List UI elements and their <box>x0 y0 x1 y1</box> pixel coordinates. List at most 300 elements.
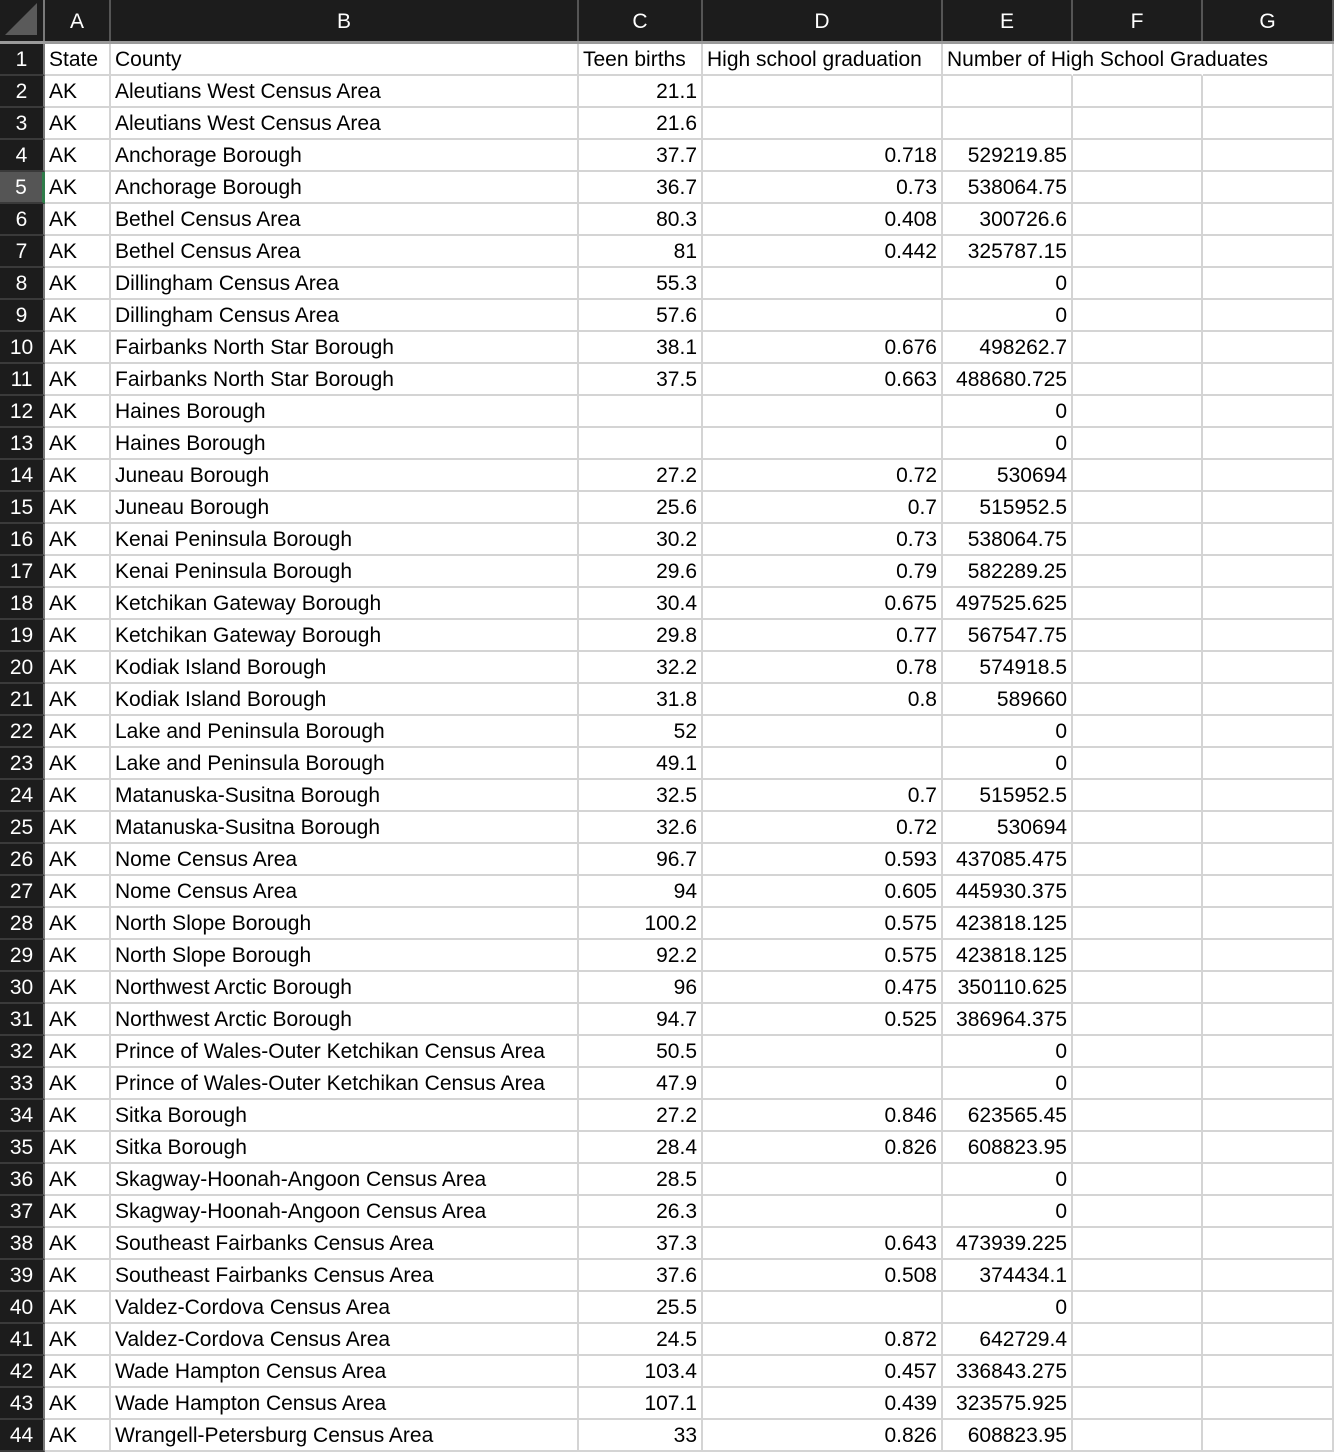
cell-f[interactable] <box>1073 76 1203 108</box>
cell-f[interactable] <box>1073 908 1203 940</box>
cell-f[interactable] <box>1073 684 1203 716</box>
cell-state[interactable]: AK <box>45 1388 111 1420</box>
cell-hs-graduation[interactable]: 0.605 <box>703 876 943 908</box>
cell-teen-births[interactable]: 37.5 <box>579 364 703 396</box>
cell-hs-graduates[interactable]: 473939.225 <box>943 1228 1073 1260</box>
cell-hs-graduation[interactable]: 0.525 <box>703 1004 943 1036</box>
row-number[interactable]: 9 <box>0 300 45 332</box>
cell-f[interactable] <box>1073 1228 1203 1260</box>
cell-hs-graduation[interactable]: 0.718 <box>703 140 943 172</box>
cell-hs-graduation[interactable]: 0.575 <box>703 908 943 940</box>
row-number[interactable]: 18 <box>0 588 45 620</box>
cell-hs-graduates[interactable]: 608823.95 <box>943 1132 1073 1164</box>
cell-f[interactable] <box>1073 716 1203 748</box>
cell-f[interactable] <box>1073 396 1203 428</box>
row-number[interactable]: 31 <box>0 1004 45 1036</box>
cell-teen-births[interactable]: 31.8 <box>579 684 703 716</box>
cell-f[interactable] <box>1073 748 1203 780</box>
cell-hs-graduation-header[interactable]: High school graduation <box>703 44 943 76</box>
row-number[interactable]: 3 <box>0 108 45 140</box>
cell-teen-births[interactable]: 103.4 <box>579 1356 703 1388</box>
cell-f[interactable] <box>1073 236 1203 268</box>
cell-state[interactable]: AK <box>45 748 111 780</box>
cell-state[interactable]: AK <box>45 844 111 876</box>
cell-state[interactable]: AK <box>45 460 111 492</box>
cell-hs-graduates[interactable]: 0 <box>943 1068 1073 1100</box>
cell-f[interactable] <box>1073 876 1203 908</box>
cell-county[interactable]: Wrangell-Petersburg Census Area <box>111 1420 579 1452</box>
cell-teen-births-header[interactable]: Teen births <box>579 44 703 76</box>
row-number[interactable]: 11 <box>0 364 45 396</box>
cell-state[interactable]: AK <box>45 140 111 172</box>
cell-g[interactable] <box>1203 844 1334 876</box>
cell-hs-graduates[interactable]: 336843.275 <box>943 1356 1073 1388</box>
cell-f[interactable] <box>1073 1004 1203 1036</box>
cell-teen-births[interactable]: 81 <box>579 236 703 268</box>
cell-hs-graduates[interactable]: 386964.375 <box>943 1004 1073 1036</box>
cell-g[interactable] <box>1203 396 1334 428</box>
cell-f[interactable] <box>1073 940 1203 972</box>
cell-teen-births[interactable]: 50.5 <box>579 1036 703 1068</box>
cell-state[interactable]: AK <box>45 876 111 908</box>
cell-g[interactable] <box>1203 684 1334 716</box>
row-number[interactable]: 14 <box>0 460 45 492</box>
cell-g[interactable] <box>1203 332 1334 364</box>
cell-hs-graduation[interactable]: 0.78 <box>703 652 943 684</box>
cell-hs-graduation[interactable]: 0.475 <box>703 972 943 1004</box>
cell-teen-births[interactable]: 107.1 <box>579 1388 703 1420</box>
cell-hs-graduates[interactable]: 530694 <box>943 812 1073 844</box>
cell-hs-graduates-header[interactable]: Number of High School Graduates <box>943 44 1073 76</box>
cell-hs-graduation[interactable] <box>703 716 943 748</box>
cell-hs-graduation[interactable] <box>703 1164 943 1196</box>
row-number[interactable]: 1 <box>0 44 45 76</box>
row-number[interactable]: 6 <box>0 204 45 236</box>
cell-f[interactable] <box>1073 332 1203 364</box>
cell-county[interactable]: North Slope Borough <box>111 940 579 972</box>
cell-county[interactable]: Juneau Borough <box>111 460 579 492</box>
cell-hs-graduation[interactable]: 0.72 <box>703 812 943 844</box>
cell-state[interactable]: AK <box>45 1324 111 1356</box>
cell-f[interactable] <box>1073 780 1203 812</box>
cell-hs-graduates[interactable]: 567547.75 <box>943 620 1073 652</box>
cell-f[interactable] <box>1073 812 1203 844</box>
cell-f[interactable] <box>1073 588 1203 620</box>
cell-teen-births[interactable] <box>579 396 703 428</box>
row-number[interactable]: 4 <box>0 140 45 172</box>
cell-hs-graduation[interactable]: 0.7 <box>703 780 943 812</box>
cell-hs-graduates[interactable] <box>943 76 1073 108</box>
cell-f[interactable] <box>1073 652 1203 684</box>
cell-hs-graduates[interactable]: 445930.375 <box>943 876 1073 908</box>
cell-county[interactable]: Wade Hampton Census Area <box>111 1388 579 1420</box>
cell-state[interactable]: AK <box>45 1292 111 1324</box>
cell-hs-graduation[interactable]: 0.8 <box>703 684 943 716</box>
cell-teen-births[interactable]: 80.3 <box>579 204 703 236</box>
cell-hs-graduation[interactable] <box>703 396 943 428</box>
cell-g[interactable] <box>1203 972 1334 1004</box>
cell-hs-graduation[interactable]: 0.79 <box>703 556 943 588</box>
cell-state[interactable]: AK <box>45 428 111 460</box>
cell-state[interactable]: AK <box>45 76 111 108</box>
cell-g[interactable] <box>1203 748 1334 780</box>
cell-state[interactable]: AK <box>45 620 111 652</box>
cell-county[interactable]: Fairbanks North Star Borough <box>111 364 579 396</box>
row-number[interactable]: 28 <box>0 908 45 940</box>
cell-state[interactable]: AK <box>45 364 111 396</box>
cell-g[interactable] <box>1203 428 1334 460</box>
cell-g[interactable] <box>1203 492 1334 524</box>
cell-f[interactable] <box>1073 844 1203 876</box>
cell-county[interactable]: Kodiak Island Borough <box>111 652 579 684</box>
row-number[interactable]: 17 <box>0 556 45 588</box>
cell-g[interactable] <box>1203 1292 1334 1324</box>
cell-county[interactable]: Wade Hampton Census Area <box>111 1356 579 1388</box>
cell-county[interactable]: Kenai Peninsula Borough <box>111 524 579 556</box>
cell-f[interactable] <box>1073 1132 1203 1164</box>
cell-county[interactable]: Dillingham Census Area <box>111 300 579 332</box>
cell-state-header[interactable]: State <box>45 44 111 76</box>
cell-hs-graduation[interactable] <box>703 1036 943 1068</box>
cell-teen-births[interactable]: 29.6 <box>579 556 703 588</box>
cell-hs-graduates[interactable]: 538064.75 <box>943 524 1073 556</box>
cell-g[interactable] <box>1203 716 1334 748</box>
cell-teen-births[interactable]: 21.6 <box>579 108 703 140</box>
row-number[interactable]: 19 <box>0 620 45 652</box>
cell-state[interactable]: AK <box>45 972 111 1004</box>
cell-f[interactable] <box>1073 620 1203 652</box>
cell-county[interactable]: Valdez-Cordova Census Area <box>111 1292 579 1324</box>
cell-f[interactable] <box>1073 524 1203 556</box>
cell-f[interactable] <box>1073 204 1203 236</box>
cell-hs-graduation[interactable] <box>703 428 943 460</box>
cell-g[interactable] <box>1203 172 1334 204</box>
cell-hs-graduation[interactable]: 0.826 <box>703 1420 943 1452</box>
cell-county[interactable]: Sitka Borough <box>111 1100 579 1132</box>
cell-f[interactable] <box>1073 1164 1203 1196</box>
cell-teen-births[interactable]: 52 <box>579 716 703 748</box>
cell-teen-births[interactable] <box>579 428 703 460</box>
row-number[interactable]: 21 <box>0 684 45 716</box>
cell-county[interactable]: Aleutians West Census Area <box>111 108 579 140</box>
cell-county[interactable]: Kodiak Island Borough <box>111 684 579 716</box>
cell-county[interactable]: Bethel Census Area <box>111 204 579 236</box>
cell-county[interactable]: Lake and Peninsula Borough <box>111 716 579 748</box>
cell-hs-graduates[interactable]: 574918.5 <box>943 652 1073 684</box>
cell-hs-graduates[interactable]: 589660 <box>943 684 1073 716</box>
cell-g[interactable] <box>1203 780 1334 812</box>
cell-teen-births[interactable]: 30.4 <box>579 588 703 620</box>
row-number[interactable]: 2 <box>0 76 45 108</box>
cell-state[interactable]: AK <box>45 556 111 588</box>
cell-f[interactable] <box>1073 972 1203 1004</box>
cell-hs-graduates[interactable]: 0 <box>943 428 1073 460</box>
cell-hs-graduation[interactable]: 0.442 <box>703 236 943 268</box>
cell-hs-graduation[interactable]: 0.457 <box>703 1356 943 1388</box>
cell-hs-graduation[interactable]: 0.73 <box>703 524 943 556</box>
cell-hs-graduation[interactable]: 0.72 <box>703 460 943 492</box>
cell-teen-births[interactable]: 49.1 <box>579 748 703 780</box>
cell-teen-births[interactable]: 28.4 <box>579 1132 703 1164</box>
cell-state[interactable]: AK <box>45 1420 111 1452</box>
row-number[interactable]: 29 <box>0 940 45 972</box>
cell-hs-graduates[interactable]: 497525.625 <box>943 588 1073 620</box>
cell-f[interactable] <box>1073 1324 1203 1356</box>
cell-county[interactable]: Lake and Peninsula Borough <box>111 748 579 780</box>
cell-county[interactable]: Sitka Borough <box>111 1132 579 1164</box>
cell-teen-births[interactable]: 94 <box>579 876 703 908</box>
cell-teen-births[interactable]: 55.3 <box>579 268 703 300</box>
cell-hs-graduation[interactable] <box>703 76 943 108</box>
cell-hs-graduation[interactable] <box>703 1292 943 1324</box>
cell-county[interactable]: Southeast Fairbanks Census Area <box>111 1260 579 1292</box>
cell-hs-graduates[interactable]: 0 <box>943 748 1073 780</box>
cell-state[interactable]: AK <box>45 652 111 684</box>
row-number[interactable]: 10 <box>0 332 45 364</box>
row-number[interactable]: 24 <box>0 780 45 812</box>
cell-county[interactable]: Skagway-Hoonah-Angoon Census Area <box>111 1164 579 1196</box>
row-number[interactable]: 43 <box>0 1388 45 1420</box>
cell-county[interactable]: Haines Borough <box>111 396 579 428</box>
cell-f[interactable] <box>1073 1420 1203 1452</box>
cell-county[interactable]: Prince of Wales-Outer Ketchikan Census Area <box>111 1068 579 1100</box>
cell-teen-births[interactable]: 33 <box>579 1420 703 1452</box>
cell-f[interactable] <box>1073 1292 1203 1324</box>
cell-hs-graduates[interactable]: 0 <box>943 300 1073 332</box>
cell-f[interactable] <box>1073 1388 1203 1420</box>
column-header-b[interactable]: B <box>111 0 579 41</box>
cell-hs-graduation[interactable]: 0.826 <box>703 1132 943 1164</box>
cell-f[interactable] <box>1073 172 1203 204</box>
cell-hs-graduation[interactable]: 0.408 <box>703 204 943 236</box>
cell-g[interactable] <box>1203 620 1334 652</box>
cell-hs-graduation[interactable]: 0.575 <box>703 940 943 972</box>
cell-hs-graduates[interactable]: 538064.75 <box>943 172 1073 204</box>
cell-hs-graduates[interactable]: 608823.95 <box>943 1420 1073 1452</box>
cell-g[interactable] <box>1203 1068 1334 1100</box>
cell-f[interactable] <box>1073 364 1203 396</box>
cell-hs-graduates[interactable]: 0 <box>943 1036 1073 1068</box>
cell-hs-graduation[interactable] <box>703 1196 943 1228</box>
cell-f[interactable] <box>1073 460 1203 492</box>
row-number[interactable]: 13 <box>0 428 45 460</box>
cell-state[interactable]: AK <box>45 524 111 556</box>
cell-f[interactable] <box>1073 1356 1203 1388</box>
cell-hs-graduates[interactable]: 0 <box>943 268 1073 300</box>
cell-hs-graduates[interactable]: 0 <box>943 716 1073 748</box>
cell-teen-births[interactable]: 32.5 <box>579 780 703 812</box>
cell-f[interactable] <box>1073 268 1203 300</box>
cell-county[interactable]: Kenai Peninsula Borough <box>111 556 579 588</box>
cell-teen-births[interactable]: 36.7 <box>579 172 703 204</box>
cell-county[interactable]: Northwest Arctic Borough <box>111 1004 579 1036</box>
cell-hs-graduates[interactable]: 582289.25 <box>943 556 1073 588</box>
cell-g[interactable] <box>1203 1260 1334 1292</box>
cell-g[interactable] <box>1203 140 1334 172</box>
cell-county[interactable]: Fairbanks North Star Borough <box>111 332 579 364</box>
select-all-button[interactable] <box>0 0 45 41</box>
cell-county[interactable]: Matanuska-Susitna Borough <box>111 780 579 812</box>
cell-g[interactable] <box>1203 108 1334 140</box>
cell-g[interactable] <box>1203 1420 1334 1452</box>
row-number[interactable]: 37 <box>0 1196 45 1228</box>
cell-f[interactable] <box>1073 492 1203 524</box>
cell-hs-graduates[interactable] <box>943 108 1073 140</box>
row-number[interactable]: 42 <box>0 1356 45 1388</box>
cell-teen-births[interactable]: 37.6 <box>579 1260 703 1292</box>
cell-state[interactable]: AK <box>45 108 111 140</box>
cell-hs-graduates[interactable]: 498262.7 <box>943 332 1073 364</box>
cell-hs-graduation[interactable]: 0.663 <box>703 364 943 396</box>
cell-county[interactable]: Anchorage Borough <box>111 172 579 204</box>
cell-hs-graduates[interactable]: 350110.625 <box>943 972 1073 1004</box>
column-header-f[interactable]: F <box>1073 0 1203 41</box>
cell-county[interactable]: Prince of Wales-Outer Ketchikan Census Area <box>111 1036 579 1068</box>
cell-county[interactable]: Nome Census Area <box>111 876 579 908</box>
cell-hs-graduation[interactable]: 0.643 <box>703 1228 943 1260</box>
cell-county[interactable]: Northwest Arctic Borough <box>111 972 579 1004</box>
cell-hs-graduates[interactable]: 437085.475 <box>943 844 1073 876</box>
cell-hs-graduation[interactable] <box>703 268 943 300</box>
column-header-d[interactable]: D <box>703 0 943 41</box>
cell-g[interactable] <box>1203 268 1334 300</box>
row-number[interactable]: 40 <box>0 1292 45 1324</box>
cell-state[interactable]: AK <box>45 204 111 236</box>
cell-county-header[interactable]: County <box>111 44 579 76</box>
cell-hs-graduation[interactable]: 0.872 <box>703 1324 943 1356</box>
cell-teen-births[interactable]: 92.2 <box>579 940 703 972</box>
cell-g[interactable] <box>1203 1132 1334 1164</box>
cell-hs-graduates[interactable]: 423818.125 <box>943 940 1073 972</box>
cell-teen-births[interactable]: 26.3 <box>579 1196 703 1228</box>
cell-teen-births[interactable]: 57.6 <box>579 300 703 332</box>
cell-hs-graduation[interactable]: 0.77 <box>703 620 943 652</box>
cell-county[interactable]: Anchorage Borough <box>111 140 579 172</box>
row-number[interactable]: 8 <box>0 268 45 300</box>
cell-teen-births[interactable]: 28.5 <box>579 1164 703 1196</box>
cell-state[interactable]: AK <box>45 1132 111 1164</box>
cell-state[interactable]: AK <box>45 1260 111 1292</box>
row-number[interactable]: 38 <box>0 1228 45 1260</box>
cell-state[interactable]: AK <box>45 1196 111 1228</box>
cell-hs-graduates[interactable]: 529219.85 <box>943 140 1073 172</box>
cell-hs-graduates[interactable]: 623565.45 <box>943 1100 1073 1132</box>
row-number[interactable]: 15 <box>0 492 45 524</box>
cell-state[interactable]: AK <box>45 588 111 620</box>
cell-hs-graduation[interactable]: 0.593 <box>703 844 943 876</box>
cell-hs-graduates[interactable]: 642729.4 <box>943 1324 1073 1356</box>
cell-county[interactable]: Ketchikan Gateway Borough <box>111 588 579 620</box>
cell-g[interactable] <box>1203 908 1334 940</box>
cell-state[interactable]: AK <box>45 396 111 428</box>
cell-g[interactable] <box>1203 652 1334 684</box>
cell-hs-graduates[interactable]: 530694 <box>943 460 1073 492</box>
cell-g[interactable] <box>1203 1356 1334 1388</box>
row-number[interactable]: 22 <box>0 716 45 748</box>
cell-state[interactable]: AK <box>45 684 111 716</box>
cell-f[interactable] <box>1073 428 1203 460</box>
cell-teen-births[interactable]: 47.9 <box>579 1068 703 1100</box>
cell-county[interactable]: Dillingham Census Area <box>111 268 579 300</box>
cell-county[interactable]: Southeast Fairbanks Census Area <box>111 1228 579 1260</box>
cell-hs-graduation[interactable]: 0.7 <box>703 492 943 524</box>
cell-teen-births[interactable]: 30.2 <box>579 524 703 556</box>
cell-teen-births[interactable]: 96 <box>579 972 703 1004</box>
cell-g[interactable] <box>1203 556 1334 588</box>
cell-county[interactable]: Haines Borough <box>111 428 579 460</box>
cell-hs-graduates[interactable]: 374434.1 <box>943 1260 1073 1292</box>
cell-county[interactable]: Juneau Borough <box>111 492 579 524</box>
cell-hs-graduates[interactable]: 0 <box>943 1164 1073 1196</box>
cell-g[interactable] <box>1203 236 1334 268</box>
cell-state[interactable]: AK <box>45 940 111 972</box>
cell-f[interactable] <box>1073 108 1203 140</box>
cell-f[interactable] <box>1073 140 1203 172</box>
row-number[interactable]: 26 <box>0 844 45 876</box>
cell-f[interactable] <box>1073 1036 1203 1068</box>
cell-state[interactable]: AK <box>45 492 111 524</box>
cell-county[interactable]: Skagway-Hoonah-Angoon Census Area <box>111 1196 579 1228</box>
cell-g[interactable] <box>1203 1036 1334 1068</box>
row-number[interactable]: 25 <box>0 812 45 844</box>
cell-hs-graduation[interactable] <box>703 748 943 780</box>
cell-county[interactable]: Nome Census Area <box>111 844 579 876</box>
cell-state[interactable]: AK <box>45 908 111 940</box>
cell-f[interactable] <box>1073 300 1203 332</box>
cell-teen-births[interactable]: 25.6 <box>579 492 703 524</box>
cell-g[interactable] <box>1203 300 1334 332</box>
cell-county[interactable]: Matanuska-Susitna Borough <box>111 812 579 844</box>
cell-teen-births[interactable]: 32.6 <box>579 812 703 844</box>
cell-hs-graduates[interactable]: 323575.925 <box>943 1388 1073 1420</box>
cell-teen-births[interactable]: 37.3 <box>579 1228 703 1260</box>
cell-hs-graduates[interactable]: 0 <box>943 396 1073 428</box>
cell-state[interactable]: AK <box>45 1228 111 1260</box>
cell-g[interactable] <box>1203 588 1334 620</box>
cell-teen-births[interactable]: 100.2 <box>579 908 703 940</box>
cell-hs-graduates[interactable]: 325787.15 <box>943 236 1073 268</box>
cell-state[interactable]: AK <box>45 332 111 364</box>
cell-f[interactable] <box>1073 1260 1203 1292</box>
column-header-g[interactable]: G <box>1203 0 1334 41</box>
cell-state[interactable]: AK <box>45 1004 111 1036</box>
cell-teen-births[interactable]: 29.8 <box>579 620 703 652</box>
cell-g[interactable] <box>1203 1164 1334 1196</box>
cell-hs-graduates[interactable]: 0 <box>943 1196 1073 1228</box>
row-number[interactable]: 12 <box>0 396 45 428</box>
cell-g[interactable] <box>1203 1324 1334 1356</box>
cell-f[interactable] <box>1073 1196 1203 1228</box>
row-number[interactable]: 35 <box>0 1132 45 1164</box>
cell-hs-graduation[interactable]: 0.73 <box>703 172 943 204</box>
cell-teen-births[interactable]: 27.2 <box>579 1100 703 1132</box>
cell-g[interactable] <box>1203 524 1334 556</box>
row-number[interactable]: 23 <box>0 748 45 780</box>
cell-county[interactable]: North Slope Borough <box>111 908 579 940</box>
cell-hs-graduation[interactable]: 0.439 <box>703 1388 943 1420</box>
cell-hs-graduation[interactable] <box>703 300 943 332</box>
row-number[interactable]: 34 <box>0 1100 45 1132</box>
cell-teen-births[interactable]: 21.1 <box>579 76 703 108</box>
cell-g[interactable] <box>1203 76 1334 108</box>
cell-hs-graduation[interactable]: 0.846 <box>703 1100 943 1132</box>
cell-hs-graduation[interactable]: 0.508 <box>703 1260 943 1292</box>
row-number[interactable]: 44 <box>0 1420 45 1452</box>
column-header-c[interactable]: C <box>579 0 703 41</box>
cell-county[interactable]: Aleutians West Census Area <box>111 76 579 108</box>
cell-teen-births[interactable]: 27.2 <box>579 460 703 492</box>
cell-state[interactable]: AK <box>45 236 111 268</box>
